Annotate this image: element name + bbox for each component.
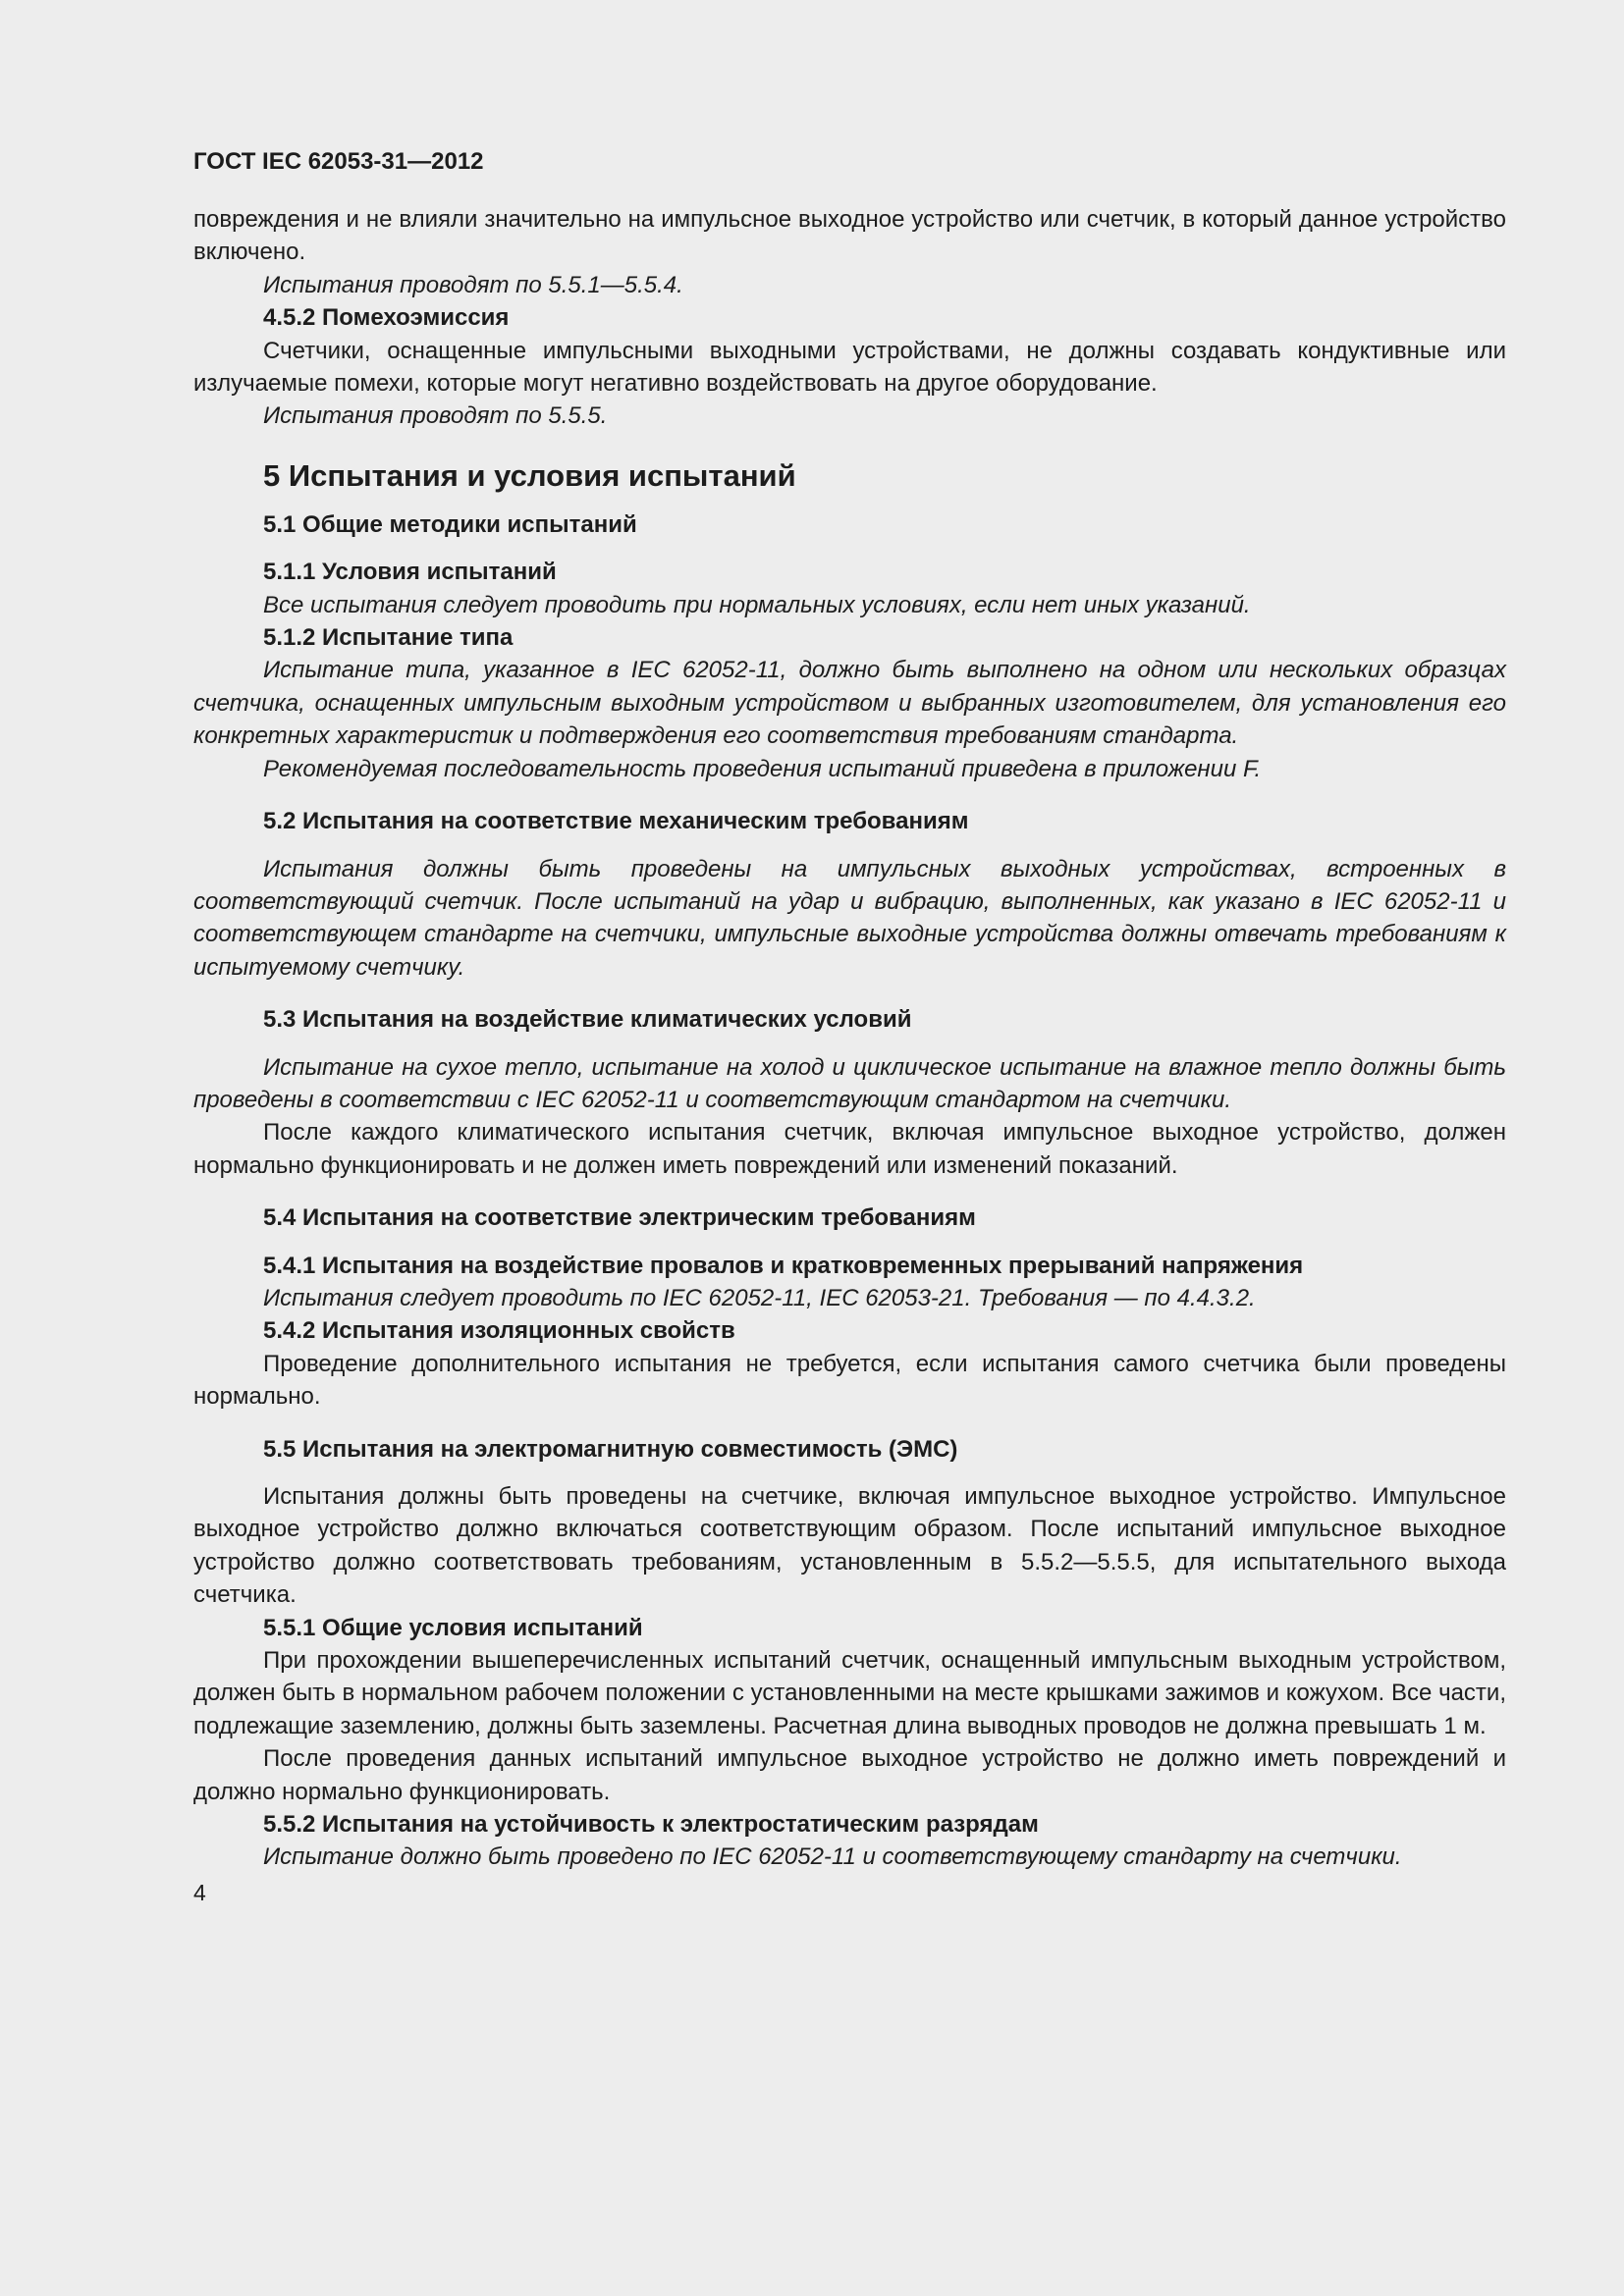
paragraph-5-5-1: При прохождении вышеперечисленных испытаний счетчик, оснащенный импульсным выходным устройством, должен быть в нормальном рабочем положении с установленными на месте крышками зажимов и кожухом. Все части, подлежащие заземлению, должны быть заземлены. Расчетная длина выводных проводов не должна превышать 1 м. <box>193 1647 1506 1739</box>
heading-5-1-2: 5.1.2 Испытание типа <box>263 624 514 652</box>
heading-5-3: 5.3 Испытания на воздействие климатических условий <box>263 1006 912 1034</box>
paragraph-5-5: Испытания должны быть проведены на счетчике, включая импульсное выходное устройство. Импульсное выходное устройство должно включаться соответствующим образом. После испытаний импульсное выходное устройство должно соответствовать требованиям, установленным в 5.5.2—5.5.5, для испытательного выхода счетчика. <box>193 1483 1506 1609</box>
heading-4-5-2: 4.5.2 Помехоэмиссия <box>263 304 510 332</box>
heading-5-5-2: 5.5.2 Испытания на устойчивость к электростатическим разрядам <box>263 1811 1039 1839</box>
heading-5-4-2: 5.4.2 Испытания изоляционных свойств <box>263 1317 735 1345</box>
paragraph-5-4-2: Проведение дополнительного испытания не требуется, если испытания самого счетчика были проведены нормально. <box>193 1350 1506 1411</box>
heading-5-1: 5.1 Общие методики испытаний <box>263 510 637 538</box>
paragraph-5-4-1: Испытания следует проводить по IEC 62052-11, IEC 62053-21. Требования — по 4.4.3.2. <box>263 1284 1256 1311</box>
paragraph-5-2: Испытания должны быть проведены на импульсных выходных устройствах, встроенных в соответствующий счетчик. После испытаний на удар и вибрацию, выполненных, как указано в IEC 62052-11 и соответствующем стандарте на счетчики, импульсные выходные устройства должны отвечать требованиям к испытуемому счетчику. <box>193 855 1506 981</box>
heading-5-5-1: 5.5.1 Общие условия испытаний <box>263 1614 643 1641</box>
paragraph-5-1-2-recommendation: Рекомендуемая последовательность проведения испытаний приведена в приложении F. <box>263 755 1262 782</box>
paragraph-continuation: повреждения и не влияли значительно на импульсное выходное устройство или счетчик, в который данное устройство включено. <box>193 206 1506 266</box>
document-header: ГОСТ IEC 62053-31—2012 <box>193 148 484 175</box>
paragraph-5-5-2: Испытание должно быть проведено по IEC 62052-11 и соответствующему стандарту на счетчики. <box>263 1843 1402 1871</box>
heading-5-5: 5.5 Испытания на электромагнитную совместимость (ЭМС) <box>263 1435 958 1463</box>
paragraph-5-3-after: После каждого климатического испытания счетчик, включая импульсное выходное устройство, должен нормально функционировать и не должен иметь повреждений или изменений показаний. <box>193 1119 1506 1179</box>
paragraph-5-5-1-after: После проведения данных испытаний импульсное выходное устройство не должно иметь повреждений и должно нормально функционировать. <box>193 1745 1506 1805</box>
heading-5-1-1: 5.1.1 Условия испытаний <box>263 559 557 586</box>
page-number: 4 <box>193 1879 206 1905</box>
heading-5-2: 5.2 Испытания на соответствие механическим требованиям <box>263 808 969 835</box>
paragraph-5-3: Испытание на сухое тепло, испытание на холод и циклическое испытание на влажное тепло должны быть проведены в соответствии с IEC 62052-11 и соответствующим стандартом на счетчики. <box>193 1053 1506 1113</box>
paragraph-5-1-2: Испытание типа, указанное в IEC 62052-11, должно быть выполнено на одном или нескольких образцах счетчика, оснащенных импульсным выходным устройством и выбранных изготовителем, для установления его конкретных характеристик и подтверждения его соответствия требованиям стандарта. <box>193 657 1506 750</box>
paragraph-tests-ref-1: Испытания проводят по 5.5.1—5.5.4. <box>263 271 683 298</box>
heading-5-4-1: 5.4.1 Испытания на воздействие провалов и кратковременных прерываний напряжения <box>263 1252 1304 1279</box>
paragraph-5-1-1: Все испытания следует проводить при нормальных условиях, если нет иных указаний. <box>263 591 1251 618</box>
paragraph-4-5-2: Счетчики, оснащенные импульсными выходными устройствами, не должны создавать кондуктивные или излучаемые помехи, которые могут негативно воздействовать на другое оборудование. <box>193 337 1506 398</box>
heading-section-5: 5 Испытания и условия испытаний <box>263 457 796 493</box>
heading-5-4: 5.4 Испытания на соответствие электрическим требованиям <box>263 1204 976 1232</box>
paragraph-tests-ref-2: Испытания проводят по 5.5.5. <box>263 402 608 430</box>
